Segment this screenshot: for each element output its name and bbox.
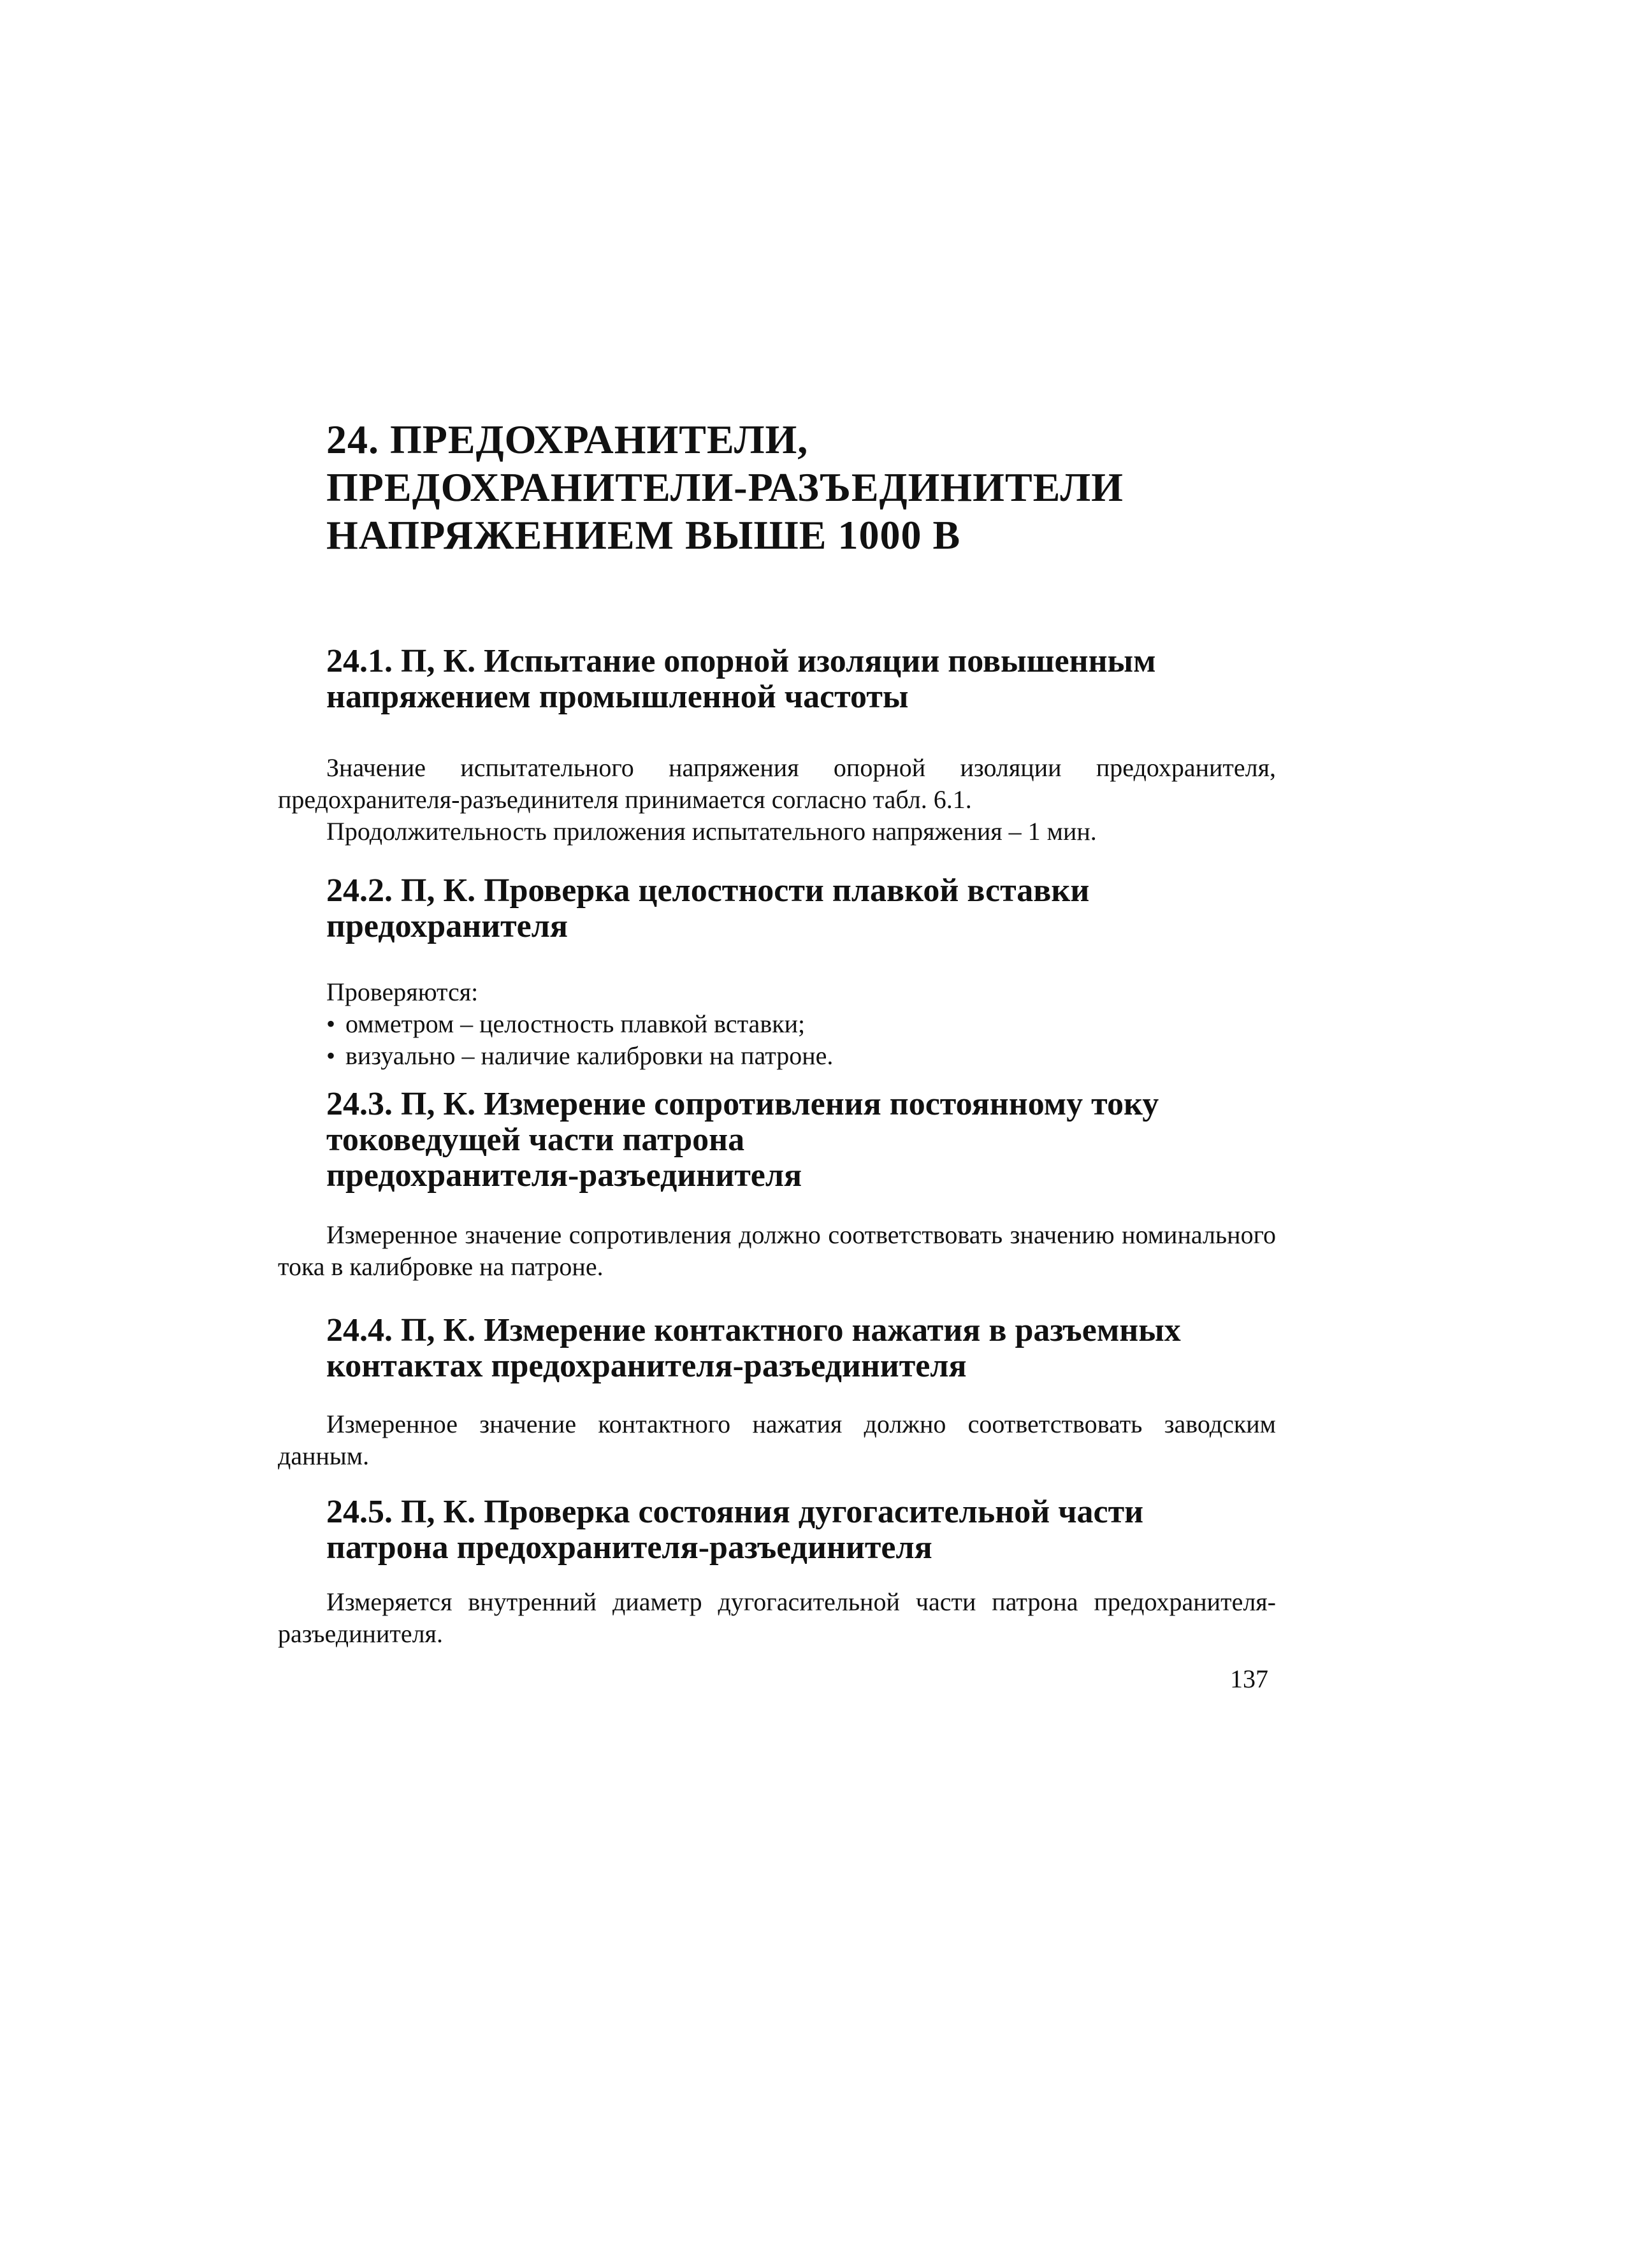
section-heading-line: 24.4. П, К. Измерение контактного нажатия в разъемных (326, 1312, 1181, 1348)
section-heading-line: 24.5. П, К. Проверка состояния дугогасительной части (326, 1494, 1144, 1530)
paragraph: Продолжительность приложения испытательного напряжения – 1 мин. (326, 817, 1097, 846)
section-heading-line: напряжением промышленной частоты (326, 679, 909, 715)
paragraph: Измеренное значение контактного нажатия должно соответствовать заводским данным. (278, 1410, 1276, 1470)
section-heading-line: токоведущей части патрона (326, 1122, 745, 1158)
paragraph: Измеряется внутренний диаметр дугогасительной части патрона предохранителя-разъединителя. (278, 1587, 1276, 1648)
list-intro: Проверяются: (326, 978, 479, 1006)
bullet-list (326, 1008, 1276, 1072)
chapter-title-line: НАПРЯЖЕНИЕМ ВЫШЕ 1000 В (326, 512, 961, 558)
list-item (326, 1008, 1276, 1040)
bullet-icon: • (326, 1009, 336, 1038)
chapter-title-line: ПРЕДОХРАНИТЕЛИ-РАЗЪЕДИНИТЕЛИ (326, 465, 1124, 510)
list-item-text: визуально – наличие калибровки на патроне. (345, 1041, 834, 1070)
chapter-title (326, 415, 1410, 559)
section-heading-line: 24.1. П, К. Испытание опорной изоляции повышенным (326, 643, 1156, 679)
section-heading (326, 644, 1276, 715)
section-24-2 (278, 873, 1276, 1072)
section-heading-line: 24.2. П, К. Проверка целостности плавкой вставки (326, 872, 1090, 909)
section-heading-line: предохранителя-разъединителя (326, 1157, 802, 1194)
paragraph: Значение испытательного напряжения опорной изоляции предохранителя, предохранителя-разъединителя принимается согласно табл. 6.1. (278, 753, 1276, 814)
section-heading-line: патрона предохранителя-разъединителя (326, 1529, 932, 1566)
bullet-icon: • (326, 1041, 336, 1070)
paragraph: Измеренное значение сопротивления должно соответствовать значению номинального тока в калибровке на патроне. (278, 1220, 1276, 1281)
section-heading (326, 1087, 1276, 1194)
list-item (326, 1040, 1276, 1072)
chapter-title-line: 24. ПРЕДОХРАНИТЕЛИ, (326, 417, 809, 462)
section-24-3 (278, 1087, 1276, 1283)
section-heading-line: 24.3. П, К. Измерение сопротивления постоянному току (326, 1086, 1159, 1122)
section-24-4 (278, 1313, 1276, 1472)
section-24-1 (278, 644, 1276, 848)
page-number: 137 (1230, 1665, 1268, 1693)
section-heading-line: контактах предохранителя-разъединителя (326, 1348, 967, 1384)
section-24-5 (278, 1494, 1276, 1650)
section-heading (326, 1494, 1276, 1566)
section-heading (326, 1313, 1276, 1384)
section-heading (326, 873, 1276, 944)
list-item-text: омметром – целостность плавкой вставки; (345, 1009, 806, 1038)
section-heading-line: предохранителя (326, 908, 568, 944)
